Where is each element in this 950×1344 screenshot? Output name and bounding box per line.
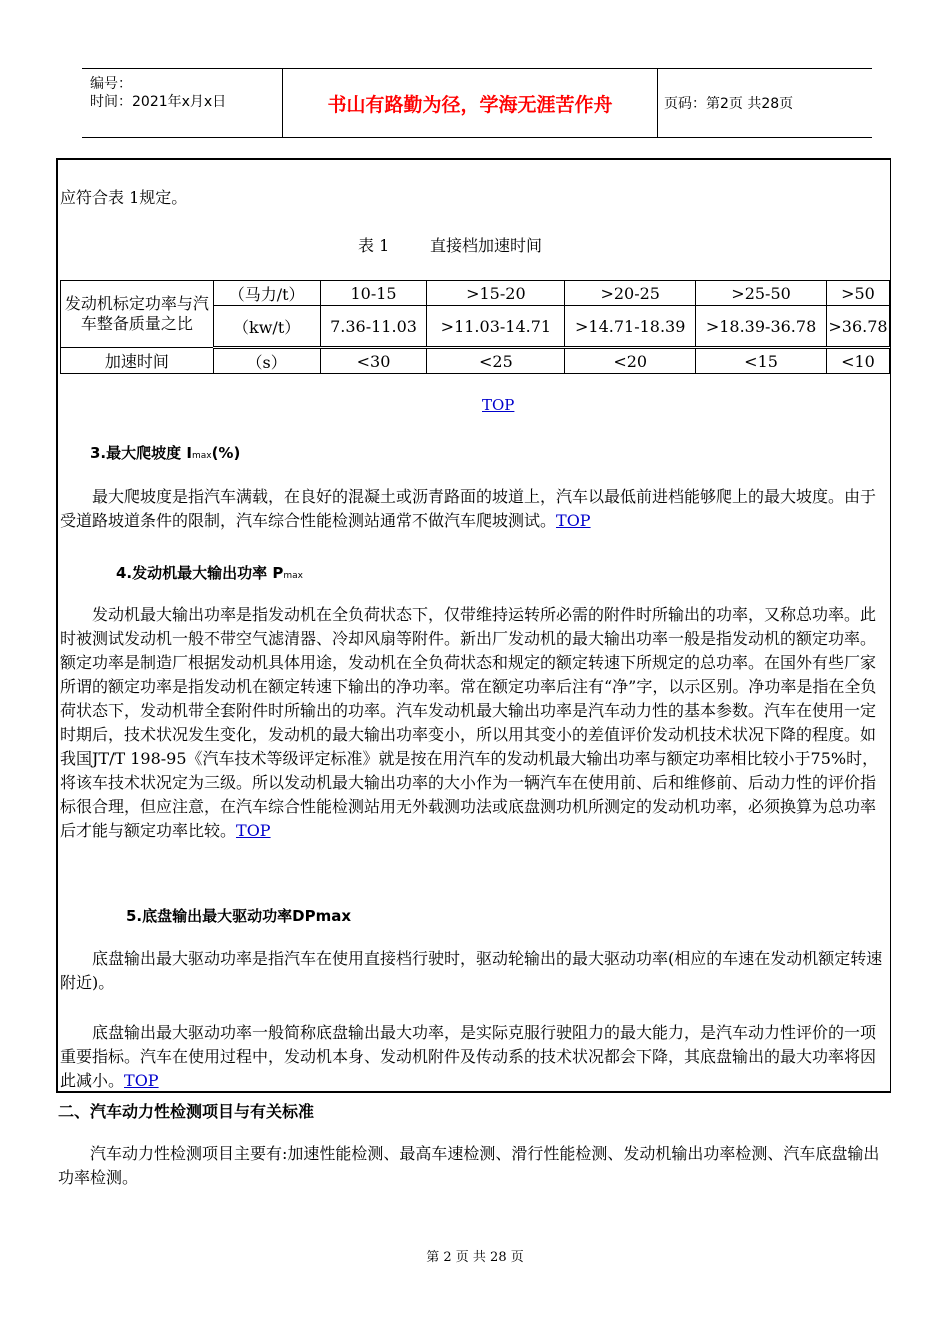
content-frame <box>56 158 891 1093</box>
motto: 书山有路勤为径，学海无涯苦作舟 <box>282 69 658 137</box>
section-4-body: 发动机最大输出功率是指发动机在全负荷状态下，仅带维持运转所必需的附件时所输出的功率，又称总功率。此时被测试发动机一般不带空气滤清器、冷却风扇等附件。新出厂发动机的最大输出功率一般是指发动机的额定功率。额定功率是制造厂根据发动机具体用途，发动机在全负荷状态和规定的额定转速下所规定的总功率。在国外有些厂家所谓的额定功率是指发动机在额定转速下输出的净功率。常在额定功率后注有“净”字，以示区别。净功率是指在全负荷状态下，发动机带全套附件时所输出的功率。汽车发动机最大输出功率是汽车动力性的基本参数。汽车在使用一定时期后，技术状况发生变化，发动机的最大输出功率变小，所以用其变小的差值评价发动机技术状况下降的程度。如我国JT/T 198-95《汽车技术等级评定标准》就是按在用汽车的发动机最大输出功率与额定功率相比较小于75%时，将该车技术状况定为三级。所以发动机最大输出功率的大小作为一辆汽车在使用前、后和维修前、后动力性的评价指标很合理，但应注意，在汽车综合性能检测站用无外载测功法或底盘测功机所测定的发动机功率，必须换算为总功率后才能与额定功率比较。TOP <box>60 605 879 840</box>
time-label: 时间：2021年x月x日 <box>90 94 227 110</box>
table-caption: 表 1 直接档加速时间 <box>358 236 542 255</box>
intro-text: 应符合表 1规定。 <box>60 188 188 207</box>
top-link[interactable]: TOP <box>236 821 271 840</box>
table-cell: >50 <box>826 281 889 306</box>
page-footer: 第 2 页 共 28 页 <box>426 1250 524 1265</box>
table-cell: >18.39-36.78 <box>696 306 827 348</box>
section-5-body-1: 底盘输出最大驱动功率是指汽车在使用直接档行驶时，驱动轮输出的最大驱动功率(相应的车速在发动机额定转速附近)。 <box>60 949 883 992</box>
section-5-body-2: 底盘输出最大驱动功率一般简称底盘输出最大功率，是实际克服行驶阻力的最大能力，是汽车动力性评价的一项重要指标。汽车在使用过程中，发动机本身、发动机附件及传动系的技术状况都会下降，其底盘输出的最大功率将因此减小。TOP <box>60 1023 877 1090</box>
table-cell: 7.36-11.03 <box>320 306 427 348</box>
table-cell: <20 <box>565 348 696 374</box>
top-link[interactable]: TOP <box>482 396 515 414</box>
accel-unit: （s） <box>213 348 320 374</box>
table-cell: >15-20 <box>427 281 565 306</box>
header-meta <box>82 69 282 137</box>
table-cell: 10-15 <box>320 281 427 306</box>
table-cell: <25 <box>427 348 565 374</box>
accel-label: 加速时间 <box>61 348 214 374</box>
number-label: 编号： <box>90 76 132 92</box>
table-cell: >20-25 <box>565 281 696 306</box>
section-3-title: 3.最大爬坡度 Imax(%) <box>90 444 241 462</box>
section-5-title: 5.底盘输出最大驱动功率DPmax <box>126 907 352 925</box>
section-2-title: 二、汽车动力性检测项目与有关标准 <box>58 1102 315 1121</box>
section-4-title: 4.发动机最大输出功率 Pmax <box>116 564 303 582</box>
top-link[interactable]: TOP <box>556 511 591 530</box>
table-cell: <10 <box>826 348 889 374</box>
row-header: 发动机标定功率与汽车整备质量之比 <box>61 281 214 348</box>
accel-table <box>60 280 890 374</box>
top-link[interactable]: TOP <box>124 1071 159 1090</box>
unit-hp: （马力/t） <box>213 281 320 306</box>
section-3-body: 最大爬坡度是指汽车满载，在良好的混凝土或沥青路面的坡道上，汽车以最低前进档能够爬上的最大坡度。由于受道路坡道条件的限制，汽车综合性能检测站通常不做汽车爬坡测试。TOP <box>60 487 877 530</box>
table-cell: <15 <box>696 348 827 374</box>
table-cell: <30 <box>320 348 427 374</box>
table-cell: >25-50 <box>696 281 827 306</box>
page-header <box>82 68 872 138</box>
table-cell: >36.78 <box>826 306 889 348</box>
section-2-body: 汽车动力性检测项目主要有:加速性能检测、最高车速检测、滑行性能检测、发动机输出功率检测、汽车底盘输出功率检测。 <box>58 1144 880 1187</box>
table-cell: >11.03-14.71 <box>427 306 565 348</box>
table-cell: >14.71-18.39 <box>565 306 696 348</box>
page-info: 页码：第2页 共28页 <box>664 96 794 112</box>
unit-kw: （kw/t） <box>213 306 320 348</box>
